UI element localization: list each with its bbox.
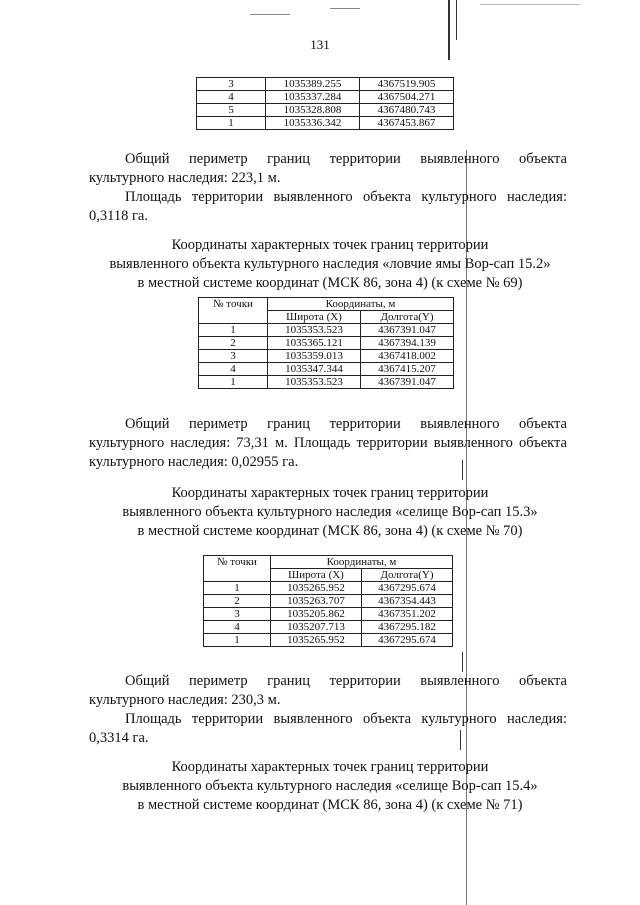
coordinates-table-69 [198, 297, 454, 389]
table-cell: 4367453.867 [360, 117, 454, 130]
area-paragraph-2: Площадь территории выявленного объекта культурного наследия: 0,3314 га. [89, 711, 567, 746]
table-cell: 1035328.808 [266, 104, 360, 117]
table-row [199, 376, 454, 389]
table-cell: 1035347.344 [268, 363, 361, 376]
section-heading-71 [60, 758, 600, 815]
table-cell: 4 [197, 91, 266, 104]
header-latitude: Широта (X) [268, 311, 361, 324]
perimeter-paragraph-3a: Общий периметр границ территории выявленного объекта [125, 673, 567, 689]
table-cell: 4367394.139 [361, 337, 454, 350]
table-row [199, 350, 454, 363]
table-cell: 1035337.284 [266, 91, 360, 104]
table-cell: 1 [204, 582, 271, 595]
heading-line: Координаты характерных точек границ территории [171, 237, 489, 253]
table-row [197, 91, 454, 104]
table-row [197, 104, 454, 117]
header-coordinates: Координаты, м [271, 556, 453, 569]
heading-line: в местной системе координат (МСК 86, зона 4) (к схеме № 71) [137, 797, 523, 813]
section-heading-70 [60, 484, 600, 541]
heading-line: в местной системе координат (МСК 86, зона 4) (к схеме № 70) [137, 523, 523, 539]
table-cell: 4367295.674 [362, 634, 453, 647]
table-cell: 4367418.002 [361, 350, 454, 363]
table-row [204, 595, 453, 608]
table-cell: 1035353.523 [268, 376, 361, 389]
table-cell: 2 [199, 337, 268, 350]
table-cell: 4367295.674 [362, 582, 453, 595]
table-cell: 1035265.952 [271, 634, 362, 647]
heading-line: выявленного объекта культурного наследия «селище Вор-сап 15.4» [122, 778, 538, 794]
heading-line: выявленного объекта культурного наследия «ловчие ямы Вор-сап 15.2» [109, 256, 551, 272]
table-cell: 1035389.255 [266, 78, 360, 91]
table-cell: 1 [199, 376, 268, 389]
header-latitude: Широта (X) [271, 569, 362, 582]
scan-artifact-speck [250, 14, 290, 15]
table-cell: 1035205.862 [271, 608, 362, 621]
table-header-row [199, 298, 454, 311]
table-cell: 5 [197, 104, 266, 117]
table-cell: 1035353.523 [268, 324, 361, 337]
table-cell: 1035265.952 [271, 582, 362, 595]
heading-line: Координаты характерных точек границ территории [171, 759, 489, 775]
table-row [197, 78, 454, 91]
table-cell: 1 [204, 634, 271, 647]
header-coordinates: Координаты, м [268, 298, 454, 311]
table-cell: 4367295.182 [362, 621, 453, 634]
table-cell: 3 [197, 78, 266, 91]
table-cell: 1 [199, 324, 268, 337]
table-row [199, 337, 454, 350]
table-cell: 3 [199, 350, 268, 363]
perimeter-paragraph-1a: Общий периметр границ территории выявленного объекта [125, 151, 567, 167]
scan-artifact-speck [330, 8, 360, 9]
table-row [204, 634, 453, 647]
table-cell: 4367354.443 [362, 595, 453, 608]
header-point-number: № точки [204, 556, 271, 582]
table-cell: 4 [204, 621, 271, 634]
table-cell: 4367415.207 [361, 363, 454, 376]
heading-line: в местной системе координат (МСК 86, зона 4) (к схеме № 69) [137, 275, 523, 291]
table-cell: 1035359.013 [268, 350, 361, 363]
table-cell: 4 [199, 363, 268, 376]
heading-line: Координаты характерных точек границ территории [171, 485, 489, 501]
table-row [199, 363, 454, 376]
table-header-row [204, 556, 453, 569]
table-cell: 4367480.743 [360, 104, 454, 117]
heading-line: выявленного объекта культурного наследия «селище Вор-сап 15.3» [122, 504, 538, 520]
page-number: 131 [310, 37, 330, 52]
perimeter-paragraph-3b: культурного наследия: 230,3 м. [89, 692, 281, 708]
table-cell: 2 [204, 595, 271, 608]
header-longitude: Долгота(Y) [361, 311, 454, 324]
section-heading-69 [60, 236, 600, 293]
table-row [204, 582, 453, 595]
table-cell: 4367519.905 [360, 78, 454, 91]
table-cell: 4367504.271 [360, 91, 454, 104]
coordinates-table-1 [196, 77, 454, 130]
header-longitude: Долгота(Y) [362, 569, 453, 582]
perimeter-paragraph-1b: культурного наследия: 223,1 м. [89, 170, 281, 186]
header-point-number: № точки [199, 298, 268, 324]
table-cell: 1035207.713 [271, 621, 362, 634]
table-row [204, 608, 453, 621]
table-cell: 4367391.047 [361, 376, 454, 389]
table-cell: 1035365.121 [268, 337, 361, 350]
table-cell: 1 [197, 117, 266, 130]
table-cell: 3 [204, 608, 271, 621]
perimeter-paragraph-2b: культурного наследия: 73,31 м. Площадь территории выявленного объекта культурного наследия: 0,02955 га. [89, 435, 567, 470]
table-row [197, 117, 454, 130]
table-row [204, 621, 453, 634]
perimeter-paragraph-2a: Общий периметр границ территории выявленного объекта [125, 416, 567, 432]
table-cell: 4367391.047 [361, 324, 454, 337]
area-paragraph-1: Площадь территории выявленного объекта культурного наследия: 0,3118 га. [89, 189, 567, 224]
table-cell: 1035336.342 [266, 117, 360, 130]
scan-artifact-speck [480, 4, 580, 5]
coordinates-table-70 [203, 555, 453, 647]
table-cell: 4367351.202 [362, 608, 453, 621]
table-row [199, 324, 454, 337]
scan-artifact-line [456, 0, 457, 40]
table-cell: 1035263.707 [271, 595, 362, 608]
scan-artifact-line [462, 652, 463, 672]
